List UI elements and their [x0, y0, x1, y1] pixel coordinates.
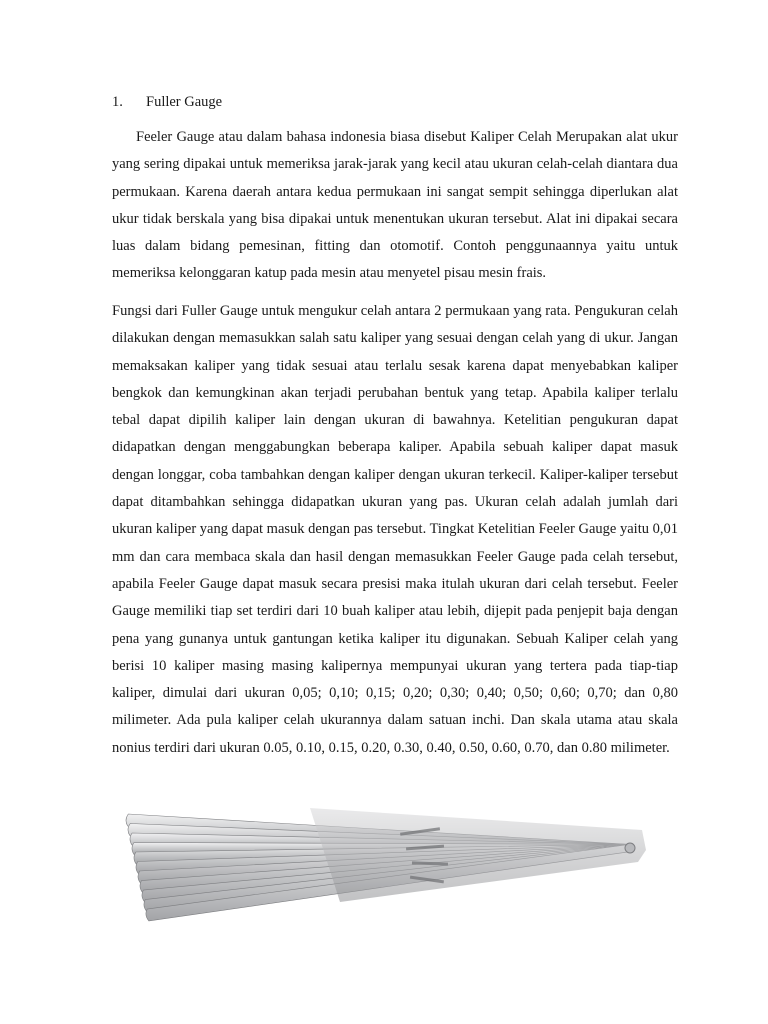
paragraph-function: Fungsi dari Fuller Gauge untuk mengukur celah antara 2 permukaan yang rata. Pengukuran celah dilakukan dengan memasukkan salah satu kaliper yang sesuai dengan celah yang di ukur. Jangan memaksakan kaliper yang tidak sesuai atau terlalu sesak karena dapat menyebabkan kaliper bengkok dan kemungkinan akan terjadi perubahan bentuk yang tetap. Apabila kaliper terlalu tebal dapat dipilih kaliper lain dengan ukuran di bawahnya. Ketelitian pengukuran dapat didapatkan dengan menggabungkan beberapa kaliper. Apabila sebuah kaliper dapat masuk dengan longgar, coba tambahkan dengan kaliper dengan ukuran terkecil. Kaliper-kaliper tersebut dapat ditambahkan sehingga didapatkan ukuran yang pas. Ukuran celah adalah jumlah dari ukuran kaliper yang dapat masuk dengan pas tersebut. Tingkat Ketelitian Feeler Gauge yaitu 0,01 mm dan cara membaca skala dan hasil dengan memasukkan Feeler Gauge pada celah tersebut, apabila Feeler Gauge dapat masuk secara presisi maka itulah ukuran dari celah tersebut. Feeler Gauge memiliki tiap set terdiri dari 10 buah kaliper atau lebih, dijepit pada penjepit baja dengan pena yang gunanya untuk gantungan ketika kaliper itu digunakan. Sebuah Kaliper celah yang berisi 10 kaliper masing masing kalipernya mempunyai ukuran yang tertera pada tiap-tiap kaliper, dimulai dari ukuran 0,05; 0,10; 0,15; 0,20; 0,30; 0,40; 0,50; 0,60; 0,70; dan 0,80 milimeter. Ada pula kaliper celah ukurannya dalam satuan inchi. Dan skala utama atau skala nonius terdiri dari ukuran 0.05, 0.10, 0.15, 0.20, 0.30, 0.40, 0.50, 0.60, 0.70, dan 0.80 milimeter. — [112, 303, 678, 756]
section-number: 1. — [112, 94, 123, 110]
feeler-gauge-illustration — [110, 790, 670, 930]
feeler-gauge-image — [110, 790, 670, 930]
section-heading — [112, 92, 222, 112]
gauge-clamp — [310, 808, 646, 902]
paragraph-intro: Feeler Gauge atau dalam bahasa indonesia biasa disebut Kaliper Celah Merupakan alat ukur yang sering dipakai untuk memeriksa jarak-jarak yang kecil atau ukuran celah-celah diantara dua permukaan. Karena daerah antara kedua permukaan ini sangat sempit sehingga diperlukan alat ukur tidak berskala yang bisa dipakai untuk menentukan ukuran tersebut. Alat ini dipakai secara luas dalam bidang pemesinan, fitting dan otomotif. Contoh penggunaannya yaitu untuk memeriksa kelonggaran katup pada mesin atau menyetel pisau mesin frais. — [112, 129, 678, 282]
pivot-pin — [625, 843, 635, 853]
section-title: Fuller Gauge — [146, 94, 223, 110]
